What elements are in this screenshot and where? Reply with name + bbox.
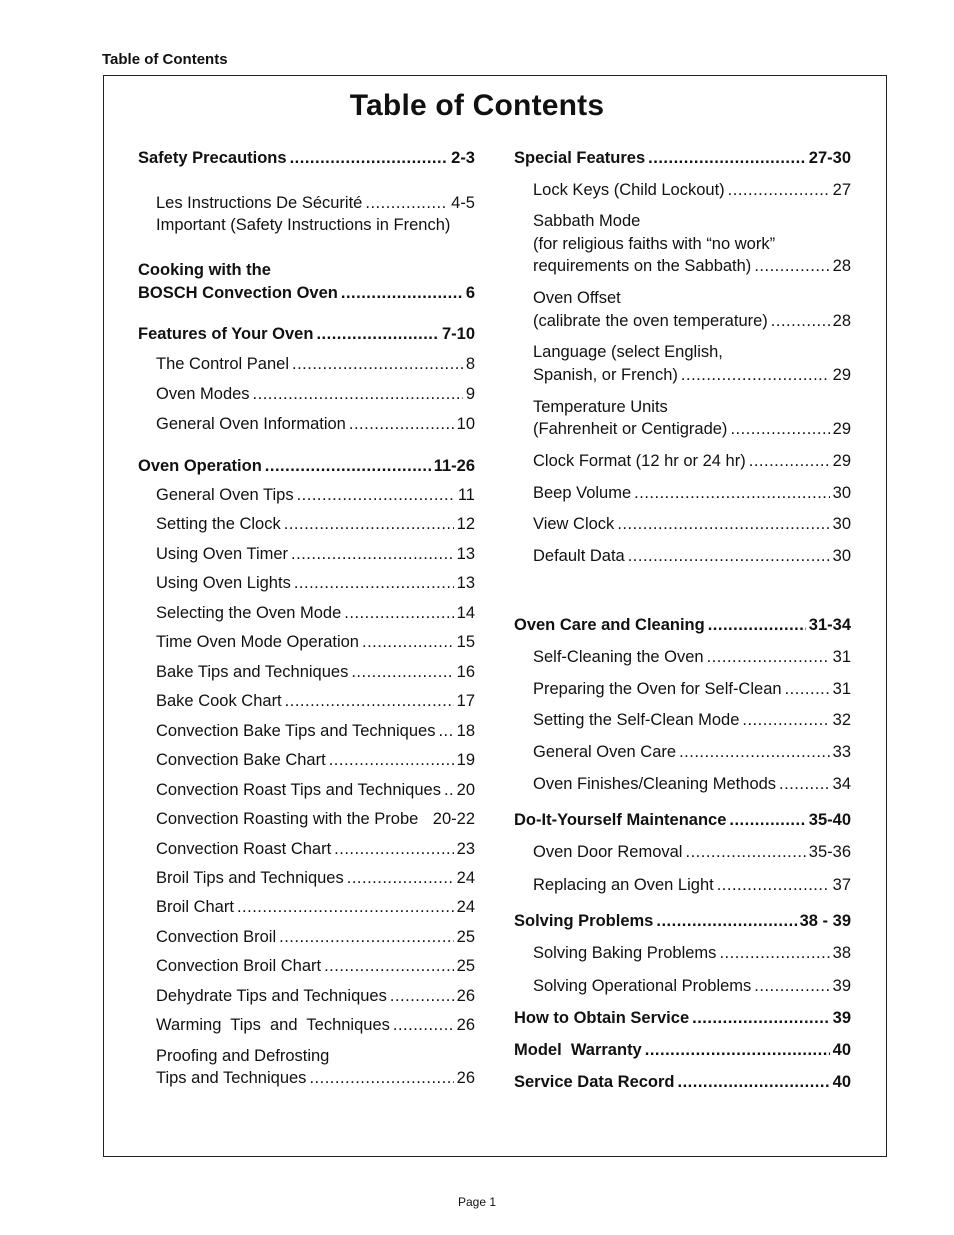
toc-entry-page: 29 <box>832 366 851 384</box>
toc-entry-proofing-line1: Proofing and Defrosting <box>156 1047 330 1065</box>
page-number: Page 1 <box>457 1195 497 1209</box>
toc-entry-label: Tips and Techniques <box>156 1069 307 1087</box>
toc-entry-page: 26 <box>456 1016 475 1034</box>
toc-entry-label: Do-It-Yourself Maintenance <box>514 811 727 829</box>
toc-entry-label: Setting the Self-Clean Mode <box>533 711 740 729</box>
toc-entry-item[interactable] <box>533 741 851 764</box>
toc-entry-label: Default Data <box>533 547 625 565</box>
toc-entry-page: 34 <box>832 775 851 793</box>
toc-entry-page: 13 <box>456 574 475 592</box>
toc-entry-item[interactable] <box>156 896 475 919</box>
toc-entry-label: BOSCH Convection Oven <box>138 284 338 302</box>
toc-entry-label: Convection Bake Tips and Techniques <box>156 722 436 740</box>
toc-entry-item[interactable] <box>156 779 475 802</box>
toc-entry-page: 38 <box>832 944 851 962</box>
toc-entry-page: 38 - 39 <box>799 912 851 930</box>
toc-entry-label: Convection Broil Chart <box>156 957 322 975</box>
toc-entry-features[interactable] <box>138 323 475 346</box>
toc-entry-item[interactable] <box>156 808 475 831</box>
toc-entry-record[interactable] <box>514 1071 851 1094</box>
toc-entry-operation[interactable] <box>138 455 475 478</box>
toc-entry-label: General Oven Care <box>533 743 677 761</box>
toc-entry-label: Using Oven Lights <box>156 574 291 592</box>
toc-entry-item[interactable] <box>156 353 475 376</box>
toc-entry-label: Setting the Clock <box>156 515 281 533</box>
toc-entry-item[interactable] <box>156 926 475 949</box>
toc-entry-item[interactable] <box>156 867 475 890</box>
toc-entry-proofing[interactable] <box>156 1067 475 1090</box>
toc-entry-sabbath-line2: (for religious faiths with “no work” <box>533 235 776 253</box>
toc-entry-item[interactable] <box>156 749 475 772</box>
toc-entry-label: requirements on the Sabbath) <box>533 257 752 275</box>
toc-entry-page: 39 <box>832 1009 851 1027</box>
toc-entry-label: Convection Roast Tips and Techniques <box>156 781 441 799</box>
toc-entry-page: 18 <box>456 722 475 740</box>
toc-entry-label: Solving Problems <box>514 912 654 930</box>
toc-entry-page: 39 <box>832 977 851 995</box>
toc-entry-item[interactable] <box>533 482 851 505</box>
toc-entry-page: 25 <box>456 928 475 946</box>
toc-entry-label: Oven Care and Cleaning <box>514 616 705 634</box>
toc-entry-page: 24 <box>456 869 475 887</box>
toc-entry-language-line1: Language (select English, <box>533 343 723 361</box>
toc-entry-service[interactable] <box>514 1007 851 1030</box>
toc-entry-page: 35-40 <box>808 811 851 829</box>
toc-entry-page: 11-26 <box>433 457 475 475</box>
toc-entry-page: 15 <box>456 633 475 651</box>
toc-entry-page: 11 <box>457 486 475 504</box>
toc-entry-item[interactable] <box>156 690 475 713</box>
toc-entry-page: 25 <box>456 957 475 975</box>
toc-entry-label: Broil Chart <box>156 898 234 916</box>
toc-entry-item[interactable] <box>533 450 851 473</box>
toc-entry-label: Replacing an Oven Light <box>533 876 714 894</box>
toc-entry-page: 30 <box>832 515 851 533</box>
toc-entry-warranty[interactable] <box>514 1039 851 1062</box>
toc-entry-sabbath-line1: Sabbath Mode <box>533 212 641 230</box>
toc-entry-page: 35-36 <box>808 843 851 861</box>
toc-entry-offset-line1: Oven Offset <box>533 289 621 307</box>
toc-entry-page: 8 <box>465 355 475 373</box>
toc-entry-continuation: Important (Safety Instructions in French) <box>156 216 451 234</box>
toc-entry-page: 32 <box>832 711 851 729</box>
toc-entry-item[interactable] <box>533 646 851 669</box>
toc-entry-special[interactable] <box>514 147 851 170</box>
toc-entry-item[interactable] <box>533 942 851 965</box>
toc-entry-label: Safety Precautions <box>138 149 287 167</box>
toc-entry-label: The Control Panel <box>156 355 289 373</box>
toc-entry-language[interactable] <box>533 364 851 387</box>
toc-entry-item[interactable] <box>156 383 475 406</box>
toc-entry-label: Convection Roasting with the Probe <box>156 810 419 828</box>
toc-entry-label: (calibrate the oven temperature) <box>533 312 768 330</box>
toc-entry-label: General Oven Tips <box>156 486 294 504</box>
toc-entry-page: 20 <box>456 781 475 799</box>
toc-entry-diy[interactable] <box>514 809 851 832</box>
toc-entry-page: 2-3 <box>451 149 475 167</box>
toc-entry-item[interactable] <box>156 572 475 595</box>
toc-entry-item[interactable] <box>533 545 851 568</box>
toc-entry-page: 26 <box>456 987 475 1005</box>
toc-entry-safety[interactable] <box>138 147 475 170</box>
toc-entry-label: Time Oven Mode Operation <box>156 633 359 651</box>
toc-entry-page: 24 <box>456 898 475 916</box>
toc-entry-label: Solving Operational Problems <box>533 977 752 995</box>
toc-entry-label: (Fahrenheit or Centigrade) <box>533 420 728 438</box>
toc-entry-label: Preparing the Oven for Self-Clean <box>533 680 782 698</box>
toc-entry-label: Solving Baking Problems <box>533 944 717 962</box>
toc-entry-sabbath[interactable] <box>533 255 851 278</box>
toc-entry-item[interactable] <box>533 874 851 897</box>
toc-entry-item[interactable] <box>156 985 475 1008</box>
toc-entry-item[interactable] <box>533 841 851 864</box>
toc-entry-item[interactable] <box>156 1014 475 1037</box>
toc-entry-page: 33 <box>832 743 851 761</box>
toc-entry-item[interactable] <box>533 678 851 701</box>
toc-entry-page: 31 <box>832 648 851 666</box>
toc-entry-page: 7-10 <box>441 325 475 343</box>
toc-entry-label: Les Instructions De Sécurité <box>156 194 363 212</box>
toc-entry-label: Oven Finishes/Cleaning Methods <box>533 775 777 793</box>
toc-entry-label: How to Obtain Service <box>514 1009 690 1027</box>
toc-entry-label: Oven Operation <box>138 457 262 475</box>
toc-entry-item[interactable] <box>156 543 475 566</box>
toc-entry-page: 23 <box>456 840 475 858</box>
toc-entry-item[interactable] <box>533 773 851 796</box>
toc-entry-page: 31-34 <box>808 616 851 634</box>
toc-entry-instructions-french[interactable] <box>156 192 475 215</box>
toc-entry-page: 9 <box>465 385 475 403</box>
toc-entry-label: Self-Cleaning the Oven <box>533 648 704 666</box>
toc-entry-label: Lock Keys (Child Lockout) <box>533 181 725 199</box>
toc-entry-label: Warming Tips and Techniques <box>156 1016 390 1034</box>
toc-entry-label: Beep Volume <box>533 484 632 502</box>
toc-entry-page: 16 <box>456 663 475 681</box>
toc-entry-page: 40 <box>832 1073 851 1091</box>
toc-entry-temp-line1: Temperature Units <box>533 398 668 416</box>
toc-entry-page: 29 <box>832 452 851 470</box>
toc-entry-label: Bake Tips and Techniques <box>156 663 349 681</box>
toc-entry-item[interactable] <box>533 709 851 732</box>
toc-entry-page: 10 <box>456 415 475 433</box>
toc-entry-item[interactable] <box>156 602 475 625</box>
toc-entry-page: 19 <box>456 751 475 769</box>
toc-entry-page: 29 <box>832 420 851 438</box>
toc-entry-item[interactable] <box>156 413 475 436</box>
toc-entry-page: 37 <box>832 876 851 894</box>
toc-entry-label: Special Features <box>514 149 646 167</box>
toc-entry-page: 4-5 <box>451 194 475 212</box>
toc-entry-page: 27-30 <box>808 149 851 167</box>
toc-entry-page: 17 <box>456 692 475 710</box>
page-title: Table of Contents <box>349 89 605 122</box>
toc-entry-item[interactable] <box>156 955 475 978</box>
toc-entry-page: 27 <box>832 181 851 199</box>
toc-entry-item[interactable] <box>533 513 851 536</box>
toc-entry-item[interactable] <box>156 631 475 654</box>
toc-entry-label: Convection Roast Chart <box>156 840 332 858</box>
toc-entry-cooking[interactable] <box>138 282 475 305</box>
toc-entry-item[interactable] <box>156 838 475 861</box>
toc-entry-label: Clock Format (12 hr or 24 hr) <box>533 452 746 470</box>
toc-entry-item[interactable] <box>156 661 475 684</box>
toc-entry-label: Convection Bake Chart <box>156 751 326 769</box>
toc-entry-solving[interactable] <box>514 910 851 933</box>
toc-entry-item[interactable] <box>156 513 475 536</box>
toc-entry-page: 28 <box>832 257 851 275</box>
toc-entry-label: Spanish, or French) <box>533 366 678 384</box>
toc-entry-page: 20-22 <box>432 810 475 828</box>
running-header: Table of Contents <box>102 51 228 68</box>
toc-entry-page: 28 <box>832 312 851 330</box>
toc-entry-page: 6 <box>465 284 475 302</box>
toc-entry-label: Oven Modes <box>156 385 250 403</box>
toc-entry-page: 14 <box>456 604 475 622</box>
toc-entry-label: View Clock <box>533 515 615 533</box>
toc-entry-label: Bake Cook Chart <box>156 692 282 710</box>
toc-entry-page: 26 <box>456 1069 475 1087</box>
toc-entry-item[interactable] <box>156 720 475 743</box>
toc-entry-label: Broil Tips and Techniques <box>156 869 344 887</box>
toc-entry-item[interactable] <box>156 484 475 507</box>
toc-entry-cooking-line1: Cooking with the <box>138 261 271 279</box>
toc-entry-label: Features of Your Oven <box>138 325 314 343</box>
toc-entry-label: General Oven Information <box>156 415 346 433</box>
toc-entry-item[interactable] <box>533 975 851 998</box>
toc-entry-page: 13 <box>456 545 475 563</box>
toc-entry-label: Dehydrate Tips and Techniques <box>156 987 387 1005</box>
toc-entry-offset[interactable] <box>533 310 851 333</box>
toc-entry-label: Selecting the Oven Mode <box>156 604 342 622</box>
toc-entry-label: Using Oven Timer <box>156 545 289 563</box>
toc-entry-page: 30 <box>832 547 851 565</box>
toc-entry-item[interactable] <box>533 179 851 202</box>
toc-entry-label: Model Warranty <box>514 1041 642 1059</box>
toc-entry-page: 40 <box>832 1041 851 1059</box>
toc-entry-care[interactable] <box>514 614 851 637</box>
toc-entry-temp[interactable] <box>533 418 851 441</box>
toc-entry-label: Convection Broil <box>156 928 277 946</box>
toc-entry-page: 12 <box>456 515 475 533</box>
toc-entry-page: 31 <box>832 680 851 698</box>
toc-entry-label: Oven Door Removal <box>533 843 683 861</box>
toc-entry-page: 30 <box>832 484 851 502</box>
toc-entry-label: Service Data Record <box>514 1073 675 1091</box>
